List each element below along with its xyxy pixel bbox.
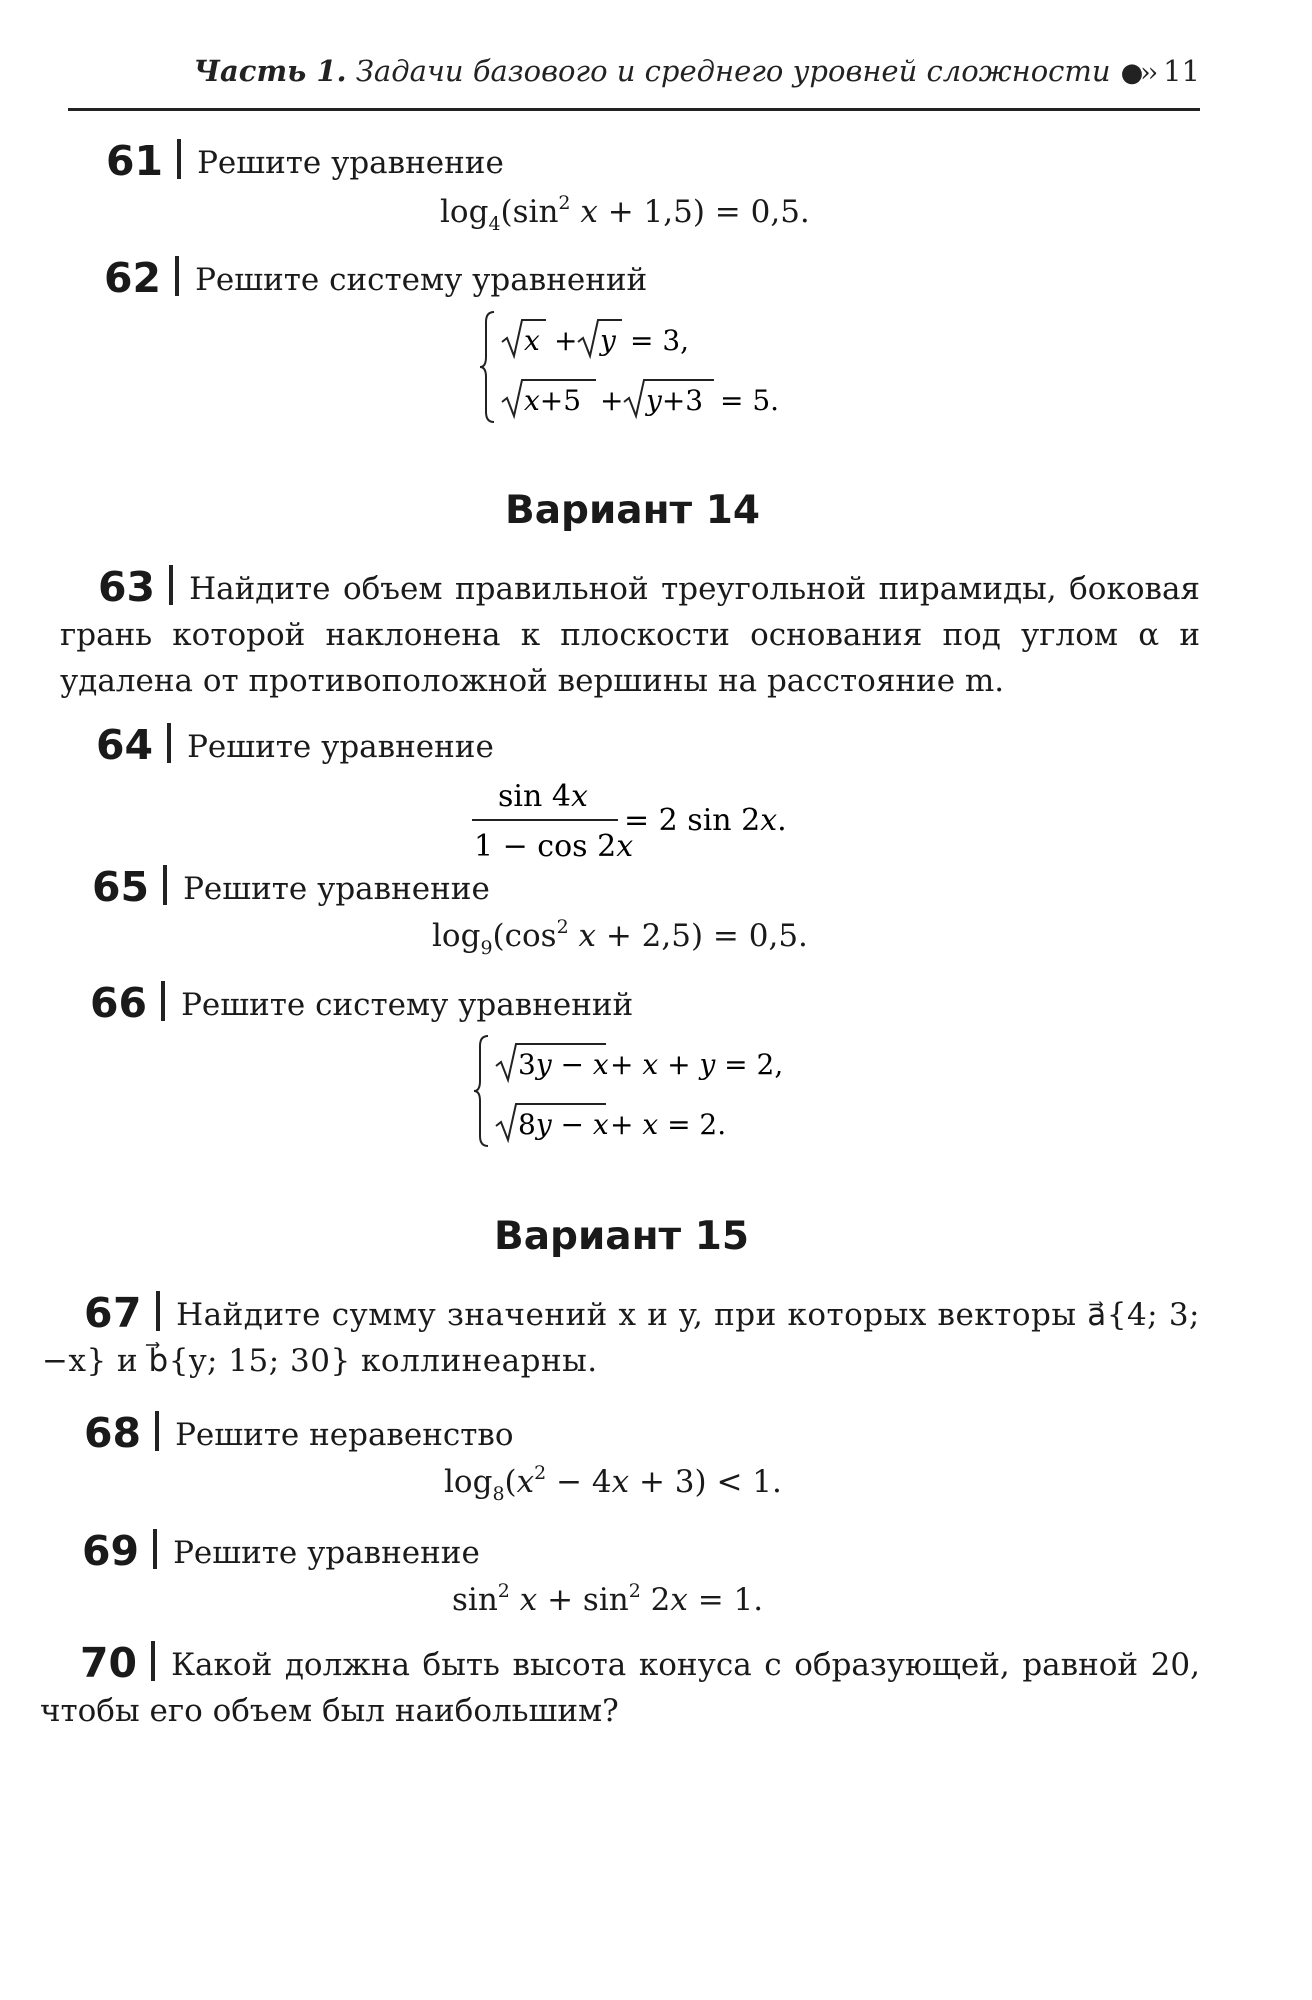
page-number: 11 (1163, 54, 1200, 88)
problem-number: 63 (98, 563, 156, 611)
header-dots-icon: ●›› (1120, 58, 1156, 88)
equation-68: $\log_8(x^2 - 4x + 3) < 1$. (444, 1462, 782, 1505)
problem-text: Решите систему уравнений (181, 987, 634, 1023)
svg-text:8y − x: 8y − x (518, 1108, 609, 1141)
variant-15-heading: Вариант 15 (494, 1214, 750, 1259)
system-66-eq2 (494, 1100, 814, 1151)
svg-text:y+3: y+3 (646, 384, 704, 417)
problem-number: 67 (84, 1289, 143, 1337)
problem-number: 70 (80, 1639, 138, 1687)
problem-bar (153, 1529, 157, 1569)
eq-61-text (0, 0, 1, 1)
brace-icon (478, 310, 496, 424)
svg-text:x+5: x+5 (524, 384, 582, 417)
equation-61: $\log_4(\sin^2$ x + 1,5) = 0,5. (440, 192, 810, 235)
svg-text:= 2 sin 2x.: = 2 sin 2x. (624, 803, 787, 838)
problem-bar (163, 865, 167, 905)
problem-number: 62 (104, 254, 162, 302)
equation-69: $\sin^2 x + \sin^2 2x = 1$. (452, 1580, 764, 1618)
problem-number: 68 (84, 1409, 142, 1457)
problem-text: Найдите сумму значений x и y, при которых векторы a⃗{4; 3; −x} и b⃗{y; 15; 30} коллинеарны. (42, 1297, 1200, 1379)
problem-bar (175, 256, 179, 296)
system-62 (478, 310, 798, 430)
running-header (70, 54, 1200, 88)
problem-63 (60, 564, 1200, 704)
problem-number: 66 (90, 979, 148, 1027)
problem-70 (40, 1640, 1200, 1734)
variant-14-heading: Вариант 14 (505, 488, 761, 533)
svg-text:x: x (524, 324, 540, 357)
svg-text:+: + (554, 324, 578, 357)
problem-text: Решите уравнение (183, 871, 490, 907)
problem-65 (92, 864, 490, 912)
problem-66 (90, 980, 633, 1028)
problem-bar (167, 723, 171, 763)
problem-bar (155, 1411, 159, 1451)
problem-62 (104, 255, 647, 303)
svg-text:= 5.: = 5. (720, 384, 780, 417)
system-66 (472, 1034, 812, 1154)
problem-67 (42, 1290, 1200, 1384)
problem-64 (96, 722, 494, 770)
problem-69 (82, 1528, 480, 1576)
svg-text:sin 4x: sin 4x (498, 779, 588, 814)
brace-icon (472, 1034, 490, 1148)
svg-text:1 − cos 2x: 1 − cos 2x (474, 829, 634, 864)
problem-number: 64 (96, 721, 154, 769)
problem-bar (169, 565, 173, 605)
header-part: Часть 1. (193, 54, 347, 88)
problem-68 (84, 1410, 514, 1458)
problem-text: Решите систему уравнений (195, 262, 648, 298)
problem-bar (151, 1641, 155, 1681)
problem-text: Решите уравнение (197, 145, 504, 181)
equation-65: $\log_9(\cos^2$ x + 2,5) = 0,5. (432, 916, 808, 959)
system-62-eq1 (500, 316, 800, 367)
svg-text:+ x = 2.: + x = 2. (610, 1108, 727, 1141)
svg-text:+ x + y = 2,: + x + y = 2, (610, 1048, 784, 1081)
svg-text:= 3,: = 3, (630, 324, 690, 357)
system-66-eq1 (494, 1040, 814, 1091)
svg-text:+: + (600, 384, 624, 417)
problem-number: 69 (82, 1527, 140, 1575)
problem-bar (156, 1291, 160, 1331)
problem-text: Решите уравнение (187, 729, 494, 765)
header-rule (68, 108, 1200, 111)
system-62-eq2 (500, 376, 800, 427)
problem-text: Какой должна быть высота конуса с образующей, равной 20, чтобы его объем был наибольшим? (40, 1647, 1200, 1729)
problem-bar (177, 139, 181, 179)
problem-number: 61 (106, 137, 164, 185)
header-title: Задачи базового и среднего уровней сложности (355, 54, 1111, 88)
equation-64 (468, 772, 788, 880)
problem-text: Решите уравнение (173, 1535, 480, 1571)
problem-text: Решите неравенство (175, 1417, 514, 1453)
problem-number: 65 (92, 863, 150, 911)
svg-text:3y − x: 3y − x (518, 1048, 609, 1081)
problem-61 (106, 138, 504, 186)
svg-text:y: y (600, 324, 616, 357)
problem-text: Найдите объем правильной треугольной пирамиды, боковая грань которой наклонена к плоскости основания под углом α и удалена от противоположной вершины на расстояние m. (60, 571, 1200, 699)
problem-bar (161, 981, 165, 1021)
